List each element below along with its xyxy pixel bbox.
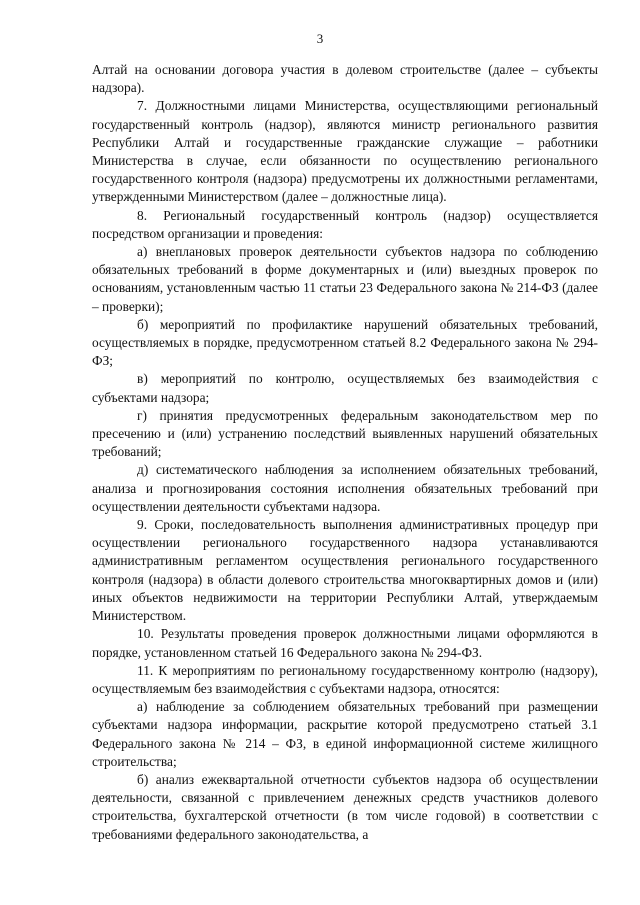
paragraph-9: 9. Сроки, последовательность выполнения административных процедур при осуществлении регионального государственного надзора устанавливаются административным регламентом осуществления регионального государственного контроля (надзора) в области долевого строительства многоквартирных домов и (или) иных объектов недвижимости на территории Республики Алтай, утверждаемым Министерством. <box>92 517 598 624</box>
paragraph-continuation: Алтай на основании договора участия в долевом строительстве (далее – субъекты надзора). <box>92 62 598 96</box>
paragraph-8-v: в) мероприятий по контролю, осуществляемых без взаимодействия с субъектами надзора; <box>92 371 598 405</box>
paragraph-10: 10. Результаты проведения проверок должностными лицами оформляются в порядке, установленном статьей 16 Федерального закона № 294-ФЗ. <box>92 626 598 660</box>
paragraph-11: 11. К мероприятиям по региональному государственному контролю (надзору), осуществляемым без взаимодействия с субъектами надзора, относятся: <box>92 662 598 696</box>
paragraph-11-a: а) наблюдение за соблюдением обязательных требований при размещении субъектами надзора информации, раскрытие которой предусмотрено статьей 3.1 Федерального закона № 214 – ФЗ, в единой информационной системе жилищного строительства; <box>92 699 598 769</box>
paragraph-7: 7. Должностными лицами Министерства, осуществляющими региональный государственный контроль (надзор), являются министр регионального развития Республики Алтай и государственные гражданские служащие – работники Министерства в случае, если обязанности по осуществлению регионального государственного контроля (надзора) предусмотрены их должностными регламентами, утвержденными Министерством (далее – должностные лица). <box>92 98 598 205</box>
paragraph-8-g: г) принятия предусмотренных федеральным законодательством мер по пресечению и (или) устранению последствий выявленных нарушений обязательных требований; <box>92 407 598 460</box>
document-body <box>92 61 598 844</box>
page-number: 3 <box>316 31 324 46</box>
paragraph-8-b: б) мероприятий по профилактике нарушений обязательных требований, осуществляемых в порядке, предусмотренном статьей 8.2 Федерального закона № 294-ФЗ; <box>92 316 598 369</box>
paragraph-11-b: б) анализ ежеквартальной отчетности субъектов надзора об осуществлении деятельности, связанной с привлечением денежных средств участников долевого строительства, бухгалтерской отчетности (в том числе годовой) в соответствии с требованиями федерального законодательства, а <box>92 771 598 842</box>
paragraph-8: 8. Региональный государственный контроль (надзор) осуществляется посредством организации и проведения: <box>92 207 598 241</box>
paragraph-8-d: д) систематического наблюдения за исполнением обязательных требований, анализа и прогнозирования состояния исполнения обязательных требований при осуществлении деятельности субъектами надзора. <box>92 462 598 514</box>
paragraph-8-a: а) внеплановых проверок деятельности субъектов надзора по соблюдению обязательных требований в форме документарных и (или) выездных проверок по основаниям, установленным частью 11 статьи 23 Федерального закона № 214-ФЗ (далее – проверки); <box>92 244 598 314</box>
